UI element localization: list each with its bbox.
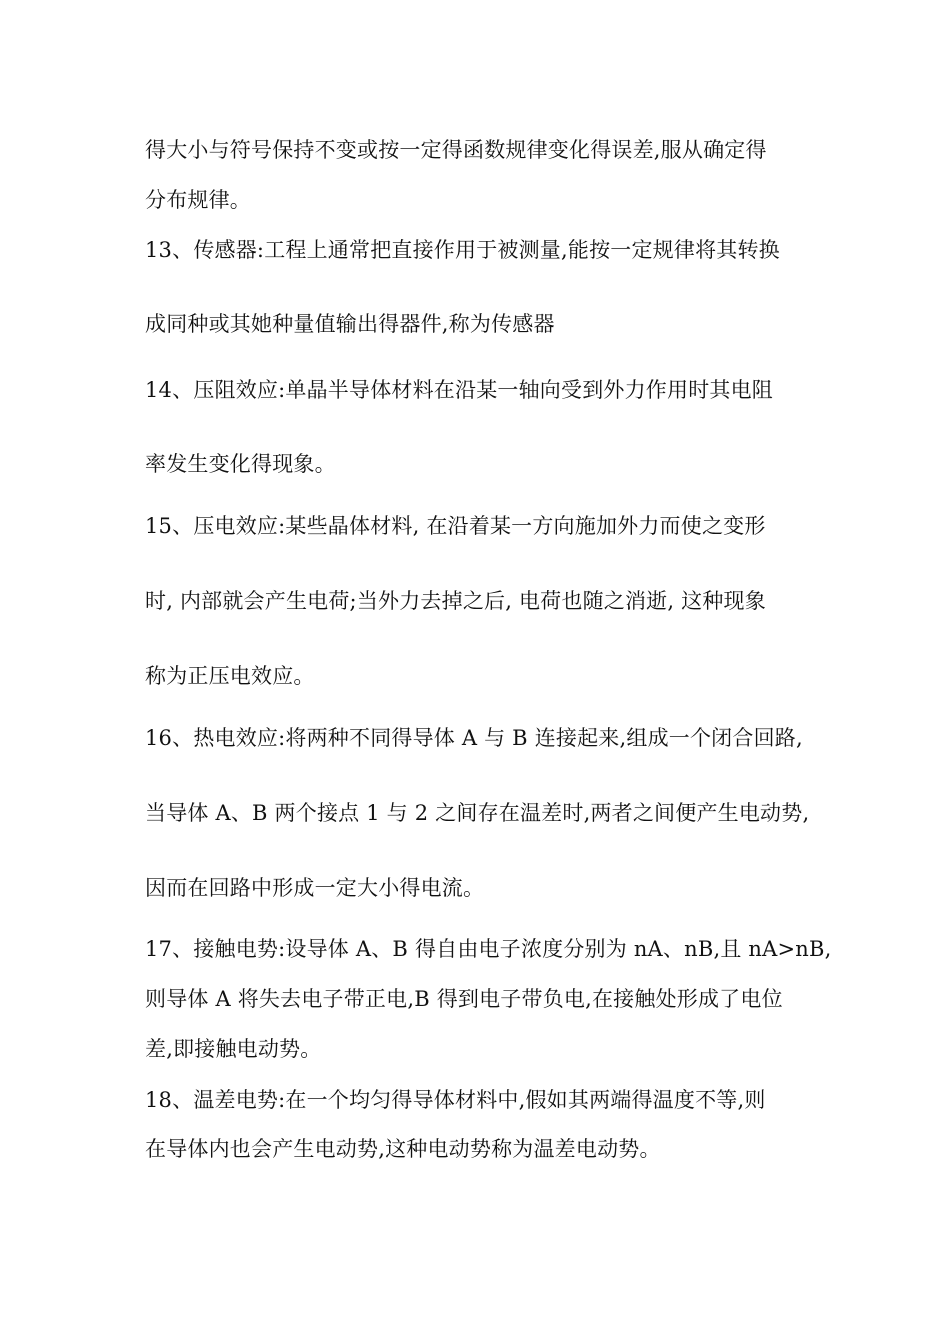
text-line: 16、热电效应:将两种不同得导体 A 与 B 连接起来,组成一个闭合回路, [145, 726, 803, 750]
text-line: 称为正压电效应。 [145, 664, 315, 688]
text-line: 当导体 A、B 两个接点 1 与 2 之间存在温差时,两者之间便产生电动势, [145, 801, 810, 825]
text-line: 14、压阻效应:单晶半导体材料在沿某一轴向受到外力作用时其电阻 [145, 378, 773, 402]
text-line: 18、温差电势:在一个均匀得导体材料中,假如其两端得温度不等,则 [145, 1088, 766, 1112]
text-line: 因而在回路中形成一定大小得电流。 [145, 876, 485, 900]
text-line: 17、接触电势:设导体 A、B 得自由电子浓度分别为 nA、nB,且 nA>nB, [145, 937, 832, 961]
text-line: 分布规律。 [145, 188, 251, 212]
text-line: 15、压电效应:某些晶体材料, 在沿着某一方向施加外力而使之变形 [145, 514, 766, 538]
text-line: 在导体内也会产生电动势,这种电动势称为温差电动势。 [145, 1137, 661, 1161]
text-line: 差,即接触电动势。 [145, 1037, 322, 1061]
text-line: 率发生变化得现象。 [145, 452, 336, 476]
text-line: 时, 内部就会产生电荷;当外力去掉之后, 电荷也随之消逝, 这种现象 [145, 589, 766, 613]
text-line: 成同种或其她种量值输出得器件,称为传感器 [145, 312, 555, 336]
text-line: 则导体 A 将失去电子带正电,B 得到电子带负电,在接触处形成了电位 [145, 987, 783, 1011]
text-line: 得大小与符号保持不变或按一定得函数规律变化得误差,服从确定得 [145, 138, 767, 162]
text-line: 13、传感器:工程上通常把直接作用于被测量,能按一定规律将其转换 [145, 238, 780, 262]
